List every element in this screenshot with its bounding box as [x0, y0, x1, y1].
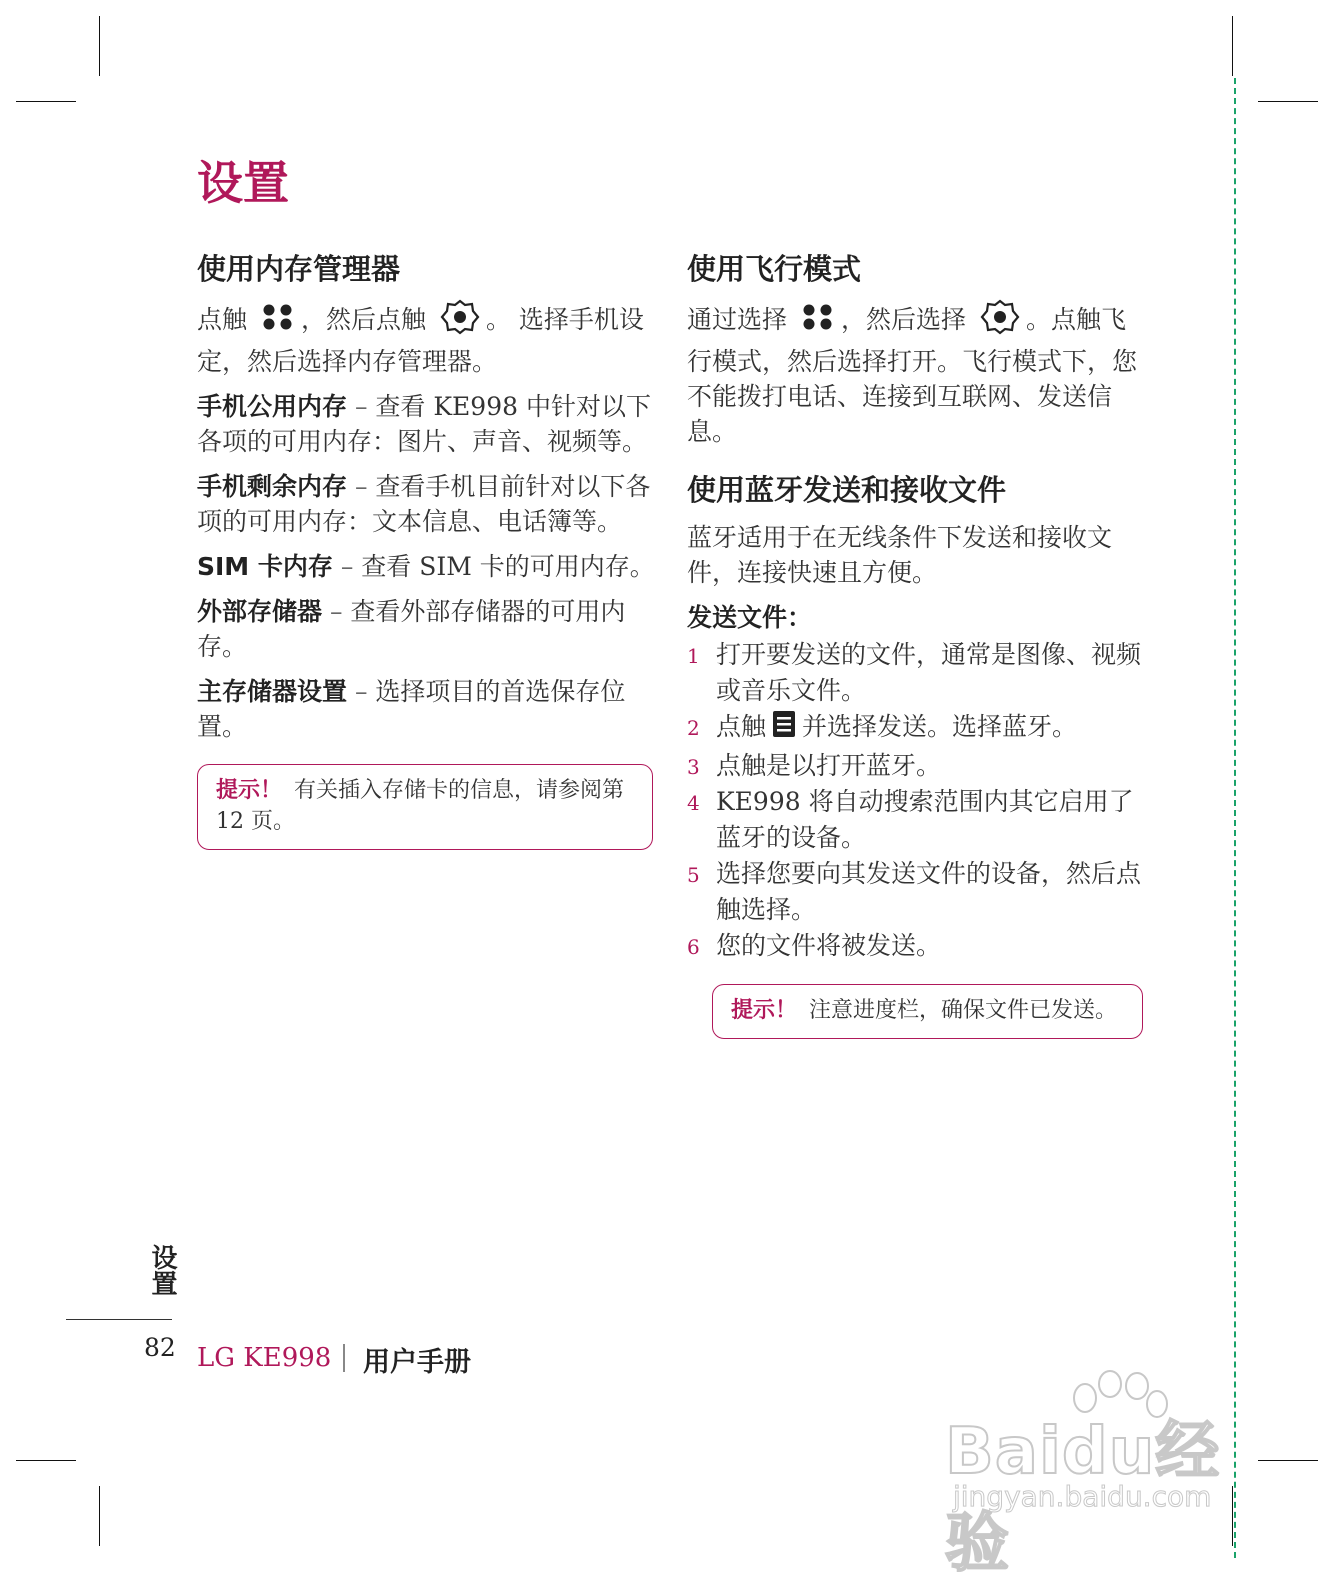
- memory-item-title: SIM 卡内存: [197, 552, 333, 582]
- memory-item: [197, 674, 657, 744]
- step-number: 5: [687, 862, 700, 887]
- crop-mark: [1232, 16, 1233, 76]
- bluetooth-heading: 使用蓝牙发送和接收文件: [687, 473, 1007, 508]
- flight-mode-heading: 使用飞行模式: [687, 252, 862, 286]
- step-number: 6: [687, 934, 700, 959]
- options-menu-icon: [772, 710, 796, 748]
- menu-dots-icon: [261, 302, 295, 341]
- watermark-logo: Baidu经验: [945, 1415, 1221, 1581]
- step-number: 3: [687, 754, 700, 779]
- crop-mark: [1258, 101, 1318, 102]
- step-text: KE998 将自动搜索范围内其它启用了蓝牙的设备。: [716, 786, 1134, 852]
- left-column: [197, 250, 657, 850]
- step-text-pre: 点触: [716, 712, 767, 742]
- memory-item-text: 查看手机目前针对以下各项的可用内存：文本信息、电话簿等。: [197, 472, 651, 537]
- memory-item-title: 外部存储器: [197, 597, 323, 627]
- crop-mark: [16, 1460, 76, 1461]
- page-number: 82: [144, 1333, 176, 1362]
- memory-item-text: 选择项目的首选保存位置。: [197, 677, 626, 742]
- flight-text-mid: ，然后选择: [840, 305, 966, 335]
- baidu-watermark: [945, 1370, 1265, 1581]
- fold-guide-line: [1234, 78, 1236, 1558]
- crop-mark: [99, 1486, 100, 1546]
- crop-mark: [99, 16, 100, 76]
- step-item: [687, 709, 1142, 748]
- send-files-subheading: 发送文件：: [687, 603, 813, 633]
- dash: –: [354, 392, 368, 422]
- tip-box-memory-card: [197, 764, 653, 850]
- step-text-post: 并选择发送。选择蓝牙。: [802, 712, 1078, 742]
- crop-mark: [16, 101, 76, 102]
- tip-box-progress: [712, 984, 1143, 1039]
- memory-item: [197, 469, 657, 539]
- tip-text: 有关插入存储卡的信息，请参阅第 12 页。: [216, 778, 625, 835]
- memory-item-title: 主存储器设置: [197, 677, 348, 707]
- step-number: 2: [687, 716, 700, 741]
- flight-mode-text: [687, 299, 1142, 449]
- crop-mark: [1258, 1460, 1318, 1461]
- manual-label: 用户手册: [363, 1347, 471, 1378]
- tip-label: 提示！: [216, 778, 283, 804]
- bluetooth-intro: 蓝牙适用于在无线条件下发送和接收文件，连接快速且方便。: [687, 523, 1113, 588]
- dash: –: [329, 597, 343, 627]
- settings-gear-icon: [980, 299, 1020, 344]
- footer-separator: [343, 1344, 345, 1372]
- menu-dots-icon: [801, 302, 835, 341]
- step-item: [687, 928, 1142, 964]
- brand-model: LG KE998: [197, 1343, 332, 1373]
- side-section-label: 设置: [147, 1244, 177, 1296]
- send-steps-list: [687, 637, 1142, 964]
- dash: –: [354, 677, 368, 707]
- dash: –: [340, 552, 354, 582]
- right-column: [687, 250, 1142, 1039]
- step-text: 打开要发送的文件，通常是图像、视频或音乐文件。: [716, 640, 1142, 706]
- memory-item: [197, 389, 657, 459]
- memory-item-text: 查看外部存储器的可用内存。: [197, 597, 626, 662]
- step-item: [687, 637, 1142, 709]
- memory-item: [197, 549, 657, 584]
- intro-text-post: 。 选择手机设定，然后选择内存管理器。: [197, 305, 644, 377]
- intro-text-pre: 点触: [197, 305, 248, 335]
- step-item: [687, 784, 1142, 856]
- step-text: 您的文件将被发送。: [716, 930, 942, 960]
- footer-rule: [66, 1319, 172, 1320]
- memory-item-title: 手机剩余内存: [197, 472, 348, 502]
- step-number: 4: [687, 790, 700, 815]
- watermark-url: jingyan.baidu.com: [953, 1480, 1212, 1513]
- dash: –: [354, 472, 368, 502]
- tip-label: 提示！: [731, 997, 798, 1023]
- memory-item: [197, 594, 657, 664]
- memory-manager-intro: [197, 299, 657, 379]
- flight-text-post: 。点触飞行模式，然后选择打开。飞行模式下，您不能拨打电话、连接到互联网、发送信息。: [687, 305, 1138, 447]
- memory-manager-heading: 使用内存管理器: [197, 252, 401, 286]
- tip-text: 注意进度栏，确保文件已发送。: [809, 997, 1118, 1023]
- flight-text-pre: 通过选择: [687, 305, 788, 335]
- page-title: 设置: [197, 156, 289, 210]
- settings-gear-icon: [440, 299, 480, 344]
- step-text: 点触是以打开蓝牙。: [716, 750, 942, 780]
- step-item: [687, 748, 1142, 784]
- memory-item-text: 查看 KE998 中针对以下各项的可用内存：图片、声音、视频等。: [197, 392, 651, 457]
- step-text: 选择您要向其发送文件的设备，然后点触选择。: [716, 858, 1142, 924]
- memory-item-title: 手机公用内存: [197, 392, 348, 422]
- memory-item-text: 查看 SIM 卡的可用内存。: [361, 552, 655, 582]
- intro-text-mid: ，然后点触: [300, 305, 426, 335]
- step-item: [687, 856, 1142, 928]
- step-number: 1: [687, 644, 700, 669]
